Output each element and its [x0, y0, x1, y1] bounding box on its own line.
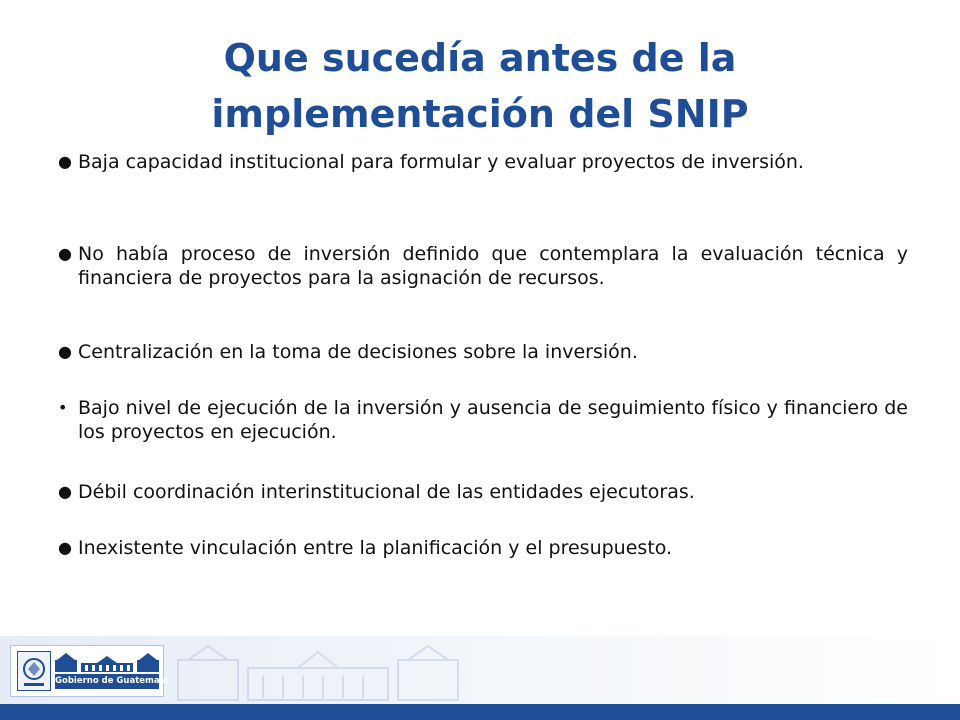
palace-icon: [55, 650, 159, 672]
bullet-marker: ●: [58, 538, 72, 557]
slide-title: Que sucedía antes de la implementación del SNIP: [211, 36, 749, 136]
bullet-item: [58, 150, 908, 174]
bullet-item: [58, 242, 908, 290]
bullet-marker: ●: [58, 152, 72, 171]
coat-of-arms-icon: [17, 651, 51, 691]
logo-text: Gobierno de Guatemala: [55, 674, 159, 689]
bullet-marker: ●: [58, 342, 72, 361]
bullet-text: Centralización en la toma de decisiones sobre la inversión.: [78, 341, 638, 363]
government-logo: [10, 645, 169, 697]
bullet-marker: •: [58, 398, 68, 417]
bullet-item: [58, 480, 908, 504]
footer-band: [0, 704, 960, 720]
bullet-text: Inexistente vinculación entre la planificación y el presupuesto.: [78, 537, 673, 559]
palace-watermark: [168, 640, 468, 704]
bullet-marker: ●: [58, 482, 72, 501]
bullet-item: [58, 340, 908, 364]
bullet-item: [58, 536, 908, 560]
bullet-text: No había proceso de inversión definido que contemplara la evaluación técnica y financiera de proyectos para la asignación de recursos.: [78, 243, 908, 289]
bullet-marker: ●: [58, 244, 72, 263]
bullet-item: [58, 396, 908, 444]
bullet-text: Baja capacidad institucional para formular y evaluar proyectos de inversión.: [78, 151, 804, 173]
bullet-text: Débil coordinación interinstitucional de las entidades ejecutoras.: [78, 481, 695, 503]
bullet-text: Bajo nivel de ejecución de la inversión y ausencia de seguimiento físico y financiero de los proyectos en ejecución.: [78, 397, 908, 443]
